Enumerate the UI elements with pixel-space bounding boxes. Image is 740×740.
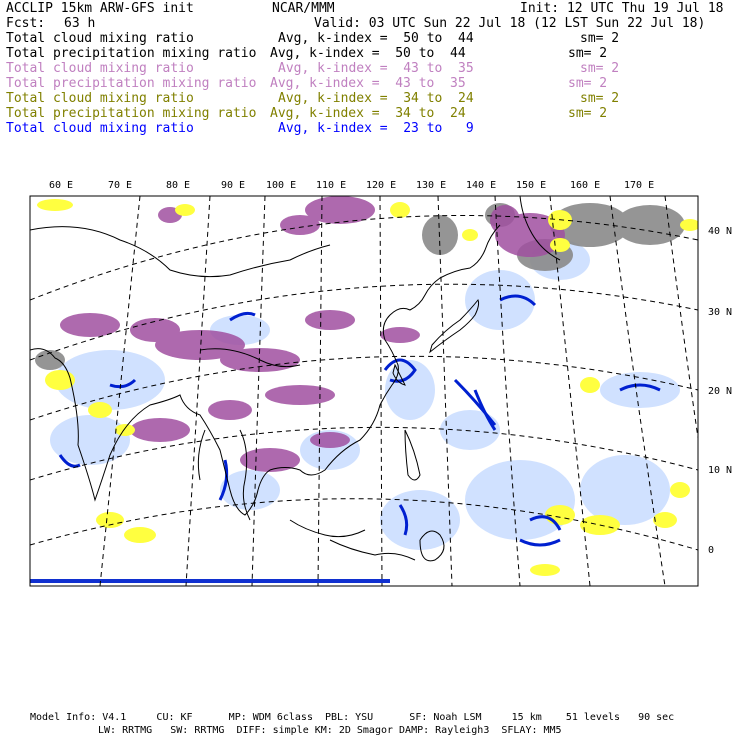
fcst-label: Fcst: xyxy=(6,16,46,31)
legend-sm: sm= 2 xyxy=(568,46,608,61)
legend-avg: Avg, k-index = 23 to 9 xyxy=(278,121,474,136)
center-label: NCAR/MMM xyxy=(272,1,335,16)
lat-label: 30 N xyxy=(708,307,733,318)
legend-name: Total cloud mixing ratio xyxy=(6,61,194,76)
legend-avg: Avg, k-index = 43 to 35 xyxy=(278,61,474,76)
legend-avg: Avg, k-index = 34 to 24 xyxy=(270,106,466,121)
legend-name: Total precipitation mixing ratio xyxy=(6,106,257,121)
model-info: Model Info: V4.1 CU: KF MP: WDM 6class PBL: YSU SF: Noah LSM 15 km 51 levels 90 sec xyxy=(30,712,675,723)
legend-name: Total precipitation mixing ratio xyxy=(6,46,257,61)
lon-label: 140 E xyxy=(466,180,497,191)
lon-label: 90 E xyxy=(221,180,246,191)
valid-time: Valid: 03 UTC Sun 22 Jul 18 (12 LST Sun 22 Jul 18) xyxy=(314,16,706,31)
lon-label: 70 E xyxy=(108,180,133,191)
legend-sm: sm= 2 xyxy=(580,31,620,46)
lat-label: 0 xyxy=(708,545,715,556)
legend-name: Total precipitation mixing ratio xyxy=(6,76,257,91)
legend-name: Total cloud mixing ratio xyxy=(6,121,194,136)
legend-sm: sm= 2 xyxy=(580,91,620,106)
legend-avg: Avg, k-index = 50 to 44 xyxy=(270,46,466,61)
legend-avg: Avg, k-index = 43 to 35 xyxy=(270,76,466,91)
legend-name: Total cloud mixing ratio xyxy=(6,91,194,106)
lon-label: 100 E xyxy=(266,180,297,191)
lat-label: 20 N xyxy=(708,386,733,397)
lat-label: 40 N xyxy=(708,226,733,237)
lon-label: 150 E xyxy=(516,180,547,191)
lon-label: 130 E xyxy=(416,180,447,191)
blue-cloud-band xyxy=(30,579,390,583)
legend-avg: Avg, k-index = 34 to 24 xyxy=(278,91,474,106)
lon-label: 160 E xyxy=(570,180,601,191)
physics-info: LW: RRTMG SW: RRTMG DIFF: simple KM: 2D Smagor DAMP: Rayleigh3 SFLAY: MM5 xyxy=(98,725,562,736)
legend-sm: sm= 2 xyxy=(580,61,620,76)
lon-label: 80 E xyxy=(166,180,191,191)
legend-name: Total cloud mixing ratio xyxy=(6,31,194,46)
legend-sm: sm= 2 xyxy=(568,106,608,121)
legend-avg: Avg, k-index = 50 to 44 xyxy=(278,31,474,46)
fcst-value: 63 h xyxy=(64,16,96,31)
init-time: Init: 12 UTC Thu 19 Jul 18 xyxy=(520,1,724,16)
lon-label: 170 E xyxy=(624,180,655,191)
lon-label: 110 E xyxy=(316,180,347,191)
lon-label: 60 E xyxy=(49,180,74,191)
model-title: ACCLIP 15km ARW-GFS init xyxy=(6,1,194,16)
legend-sm: sm= 2 xyxy=(568,76,608,91)
lon-label: 120 E xyxy=(366,180,397,191)
lat-label: 10 N xyxy=(708,465,733,476)
